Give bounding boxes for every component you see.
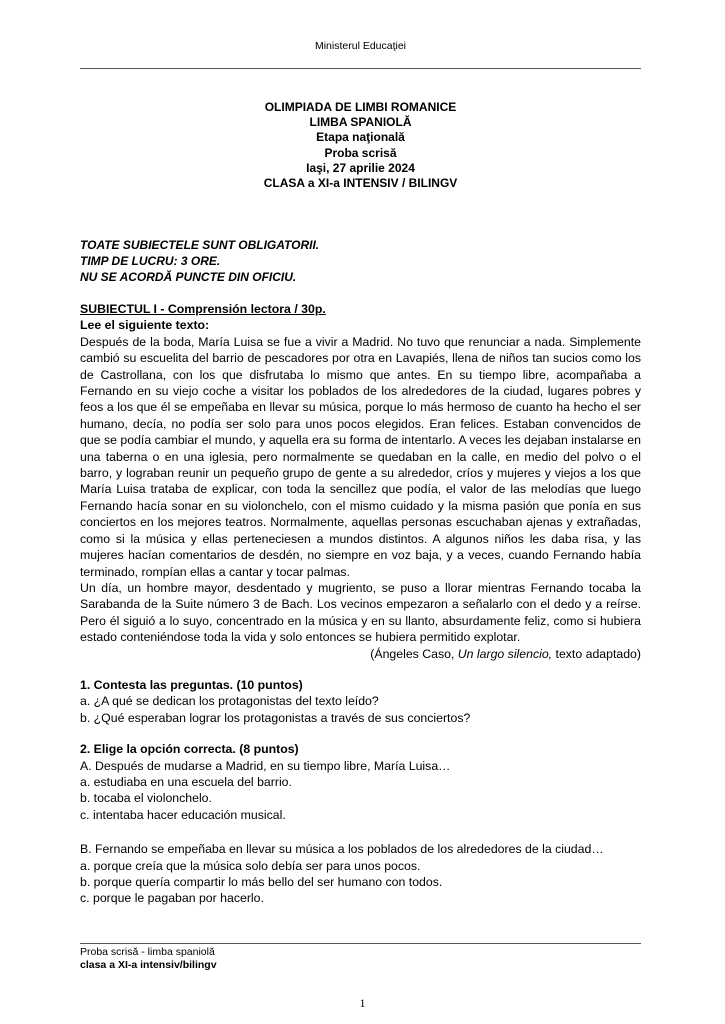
option-item: b. tocaba el violonchelo. xyxy=(80,791,212,806)
exam-content xyxy=(80,301,641,907)
question-2a-stem: A. Después de mudarse a Madrid, en su tiempo libre, María Luisa… xyxy=(80,758,451,773)
footer-line-1: Proba scrisă - limba spaniolă xyxy=(80,946,215,958)
exam-notes xyxy=(80,237,641,285)
ministry-name: Ministerul Educaţiei xyxy=(314,40,407,52)
footer-divider xyxy=(80,943,641,944)
source-book-title: Un largo silencio, xyxy=(457,646,553,661)
source-suffix: texto adaptado) xyxy=(552,646,641,661)
footer-line-2: clasa a XI-a intensiv/bilingv xyxy=(80,959,217,971)
question-2-heading: 2. Elige la opción correcta. (8 puntos) xyxy=(80,742,299,757)
exam-title-block xyxy=(80,100,641,191)
page-header xyxy=(80,40,641,52)
title-line: Proba scrisă xyxy=(324,145,397,160)
text-source xyxy=(80,646,641,662)
title-line: CLASA a XI-a INTENSIV / BILINGV xyxy=(263,176,458,191)
option-item: b. porque quería compartir lo más bello del ser humano con todos. xyxy=(80,875,443,889)
option-item: c. porque le pagaban por hacerlo. xyxy=(80,891,264,906)
reading-paragraph-2: Un día, un hombre mayor, desdentado y mugriento, se puso a llorar mientras Fernando tocaba la Sarabanda de la Suite número 3 de Bach. Los vecinos empezaron a señalarlo con el dedo y a reírse. Pero él siguió a lo suyo, concentrado en la música y en su llanto, absurdamente feliz, como si hubiera estado conteniéndose toda la vida y solo entonces se hubiera permitido explotar. xyxy=(80,580,641,645)
option-item: a. porque creía que la música solo debía ser para unos pocos. xyxy=(80,858,421,873)
title-line: Etapa naţională xyxy=(316,130,405,145)
header-divider xyxy=(80,68,641,69)
note-line: NU SE ACORDĂ PUNCTE DIN OFICIU. xyxy=(80,270,297,284)
page-number: 1 xyxy=(359,996,366,1010)
option-item: c. intentaba hacer educación musical. xyxy=(80,807,286,822)
title-line: LIMBA SPANIOLĂ xyxy=(309,115,412,130)
section-heading: SUBIECTUL I - Comprensión lectora / 30p. xyxy=(80,302,326,316)
reading-paragraph-1: Después de la boda, María Luisa se fue a vivir a Madrid. No tuvo que renunciar a nada. Simplemente cambió su escuelita del barrio de pescadores por otra en Lavapiés, llena de niños tan sucios como los de Castrollana, con los que disfrutaba lo mismo que antes. En su tiempo libre, acompañaba a Fernando en su viejo coche a visitar los poblados de los alrededores de la ciudad, lugares pobres y feos a los que él se empeñaba en llevar su música, porque lo más hermoso de cuanto ha hecho el ser humano, decía, no podía ser solo para unos pocos elegidos. Eran felices. Estaban convencidos de que se podía cambiar el mundo, y aquella era su forma de intentarlo. A veces les dejaban instalarse en una taberna o en una iglesia, pero normalmente se quedaban en la calle, en medio del polvo o el barro, y lograban reunir un pequeño grupo de gente a su alrededor, críos y mujeres y viejos a los que María Luisa trataba de explicar, con toda la sencillez que podía, el valor de las melodías que luego Fernando hacía sonar en su violonchelo, con el mismo cuidado y la misma pasión que ponía en sus conciertos en los mejores teatros. Normalmente, aquellas personas escuchaban ajenas y extrañadas, como si la música y ellas perteneciesen a mundos distintos. A algunos niños les daba risa, y las mujeres hacían comentarios de desdén, no siempre en voz baja, y a veces, cuando Fernando había terminado, rompían ellas a cantar y tocar palmas. xyxy=(80,334,641,579)
question-item: b. ¿Qué esperaban lograr los protagonistas a través de sus conciertos? xyxy=(80,710,471,725)
question-1-heading: 1. Contesta las preguntas. (10 puntos) xyxy=(80,677,303,692)
title-line: Iaşi, 27 aprilie 2024 xyxy=(306,160,415,175)
section-instruction: Lee el siguiente texto: xyxy=(80,318,210,333)
note-line: TOATE SUBIECTELE SUNT OBLIGATORII. xyxy=(80,238,320,252)
title-line: OLIMPIADA DE LIMBI ROMANICE xyxy=(264,100,457,114)
question-2b-stem: B. Fernando se empeñaba en llevar su música a los poblados de los alrededores de la ciudad… xyxy=(80,842,604,857)
source-prefix: (Ángeles Caso, xyxy=(370,646,458,661)
option-item: a. estudiaba en una escuela del barrio. xyxy=(80,774,292,789)
note-line: TIMP DE LUCRU: 3 ORE. xyxy=(80,254,221,268)
page-footer xyxy=(80,946,217,972)
question-item: a. ¿A qué se dedican los protagonistas del texto leído? xyxy=(80,694,379,709)
